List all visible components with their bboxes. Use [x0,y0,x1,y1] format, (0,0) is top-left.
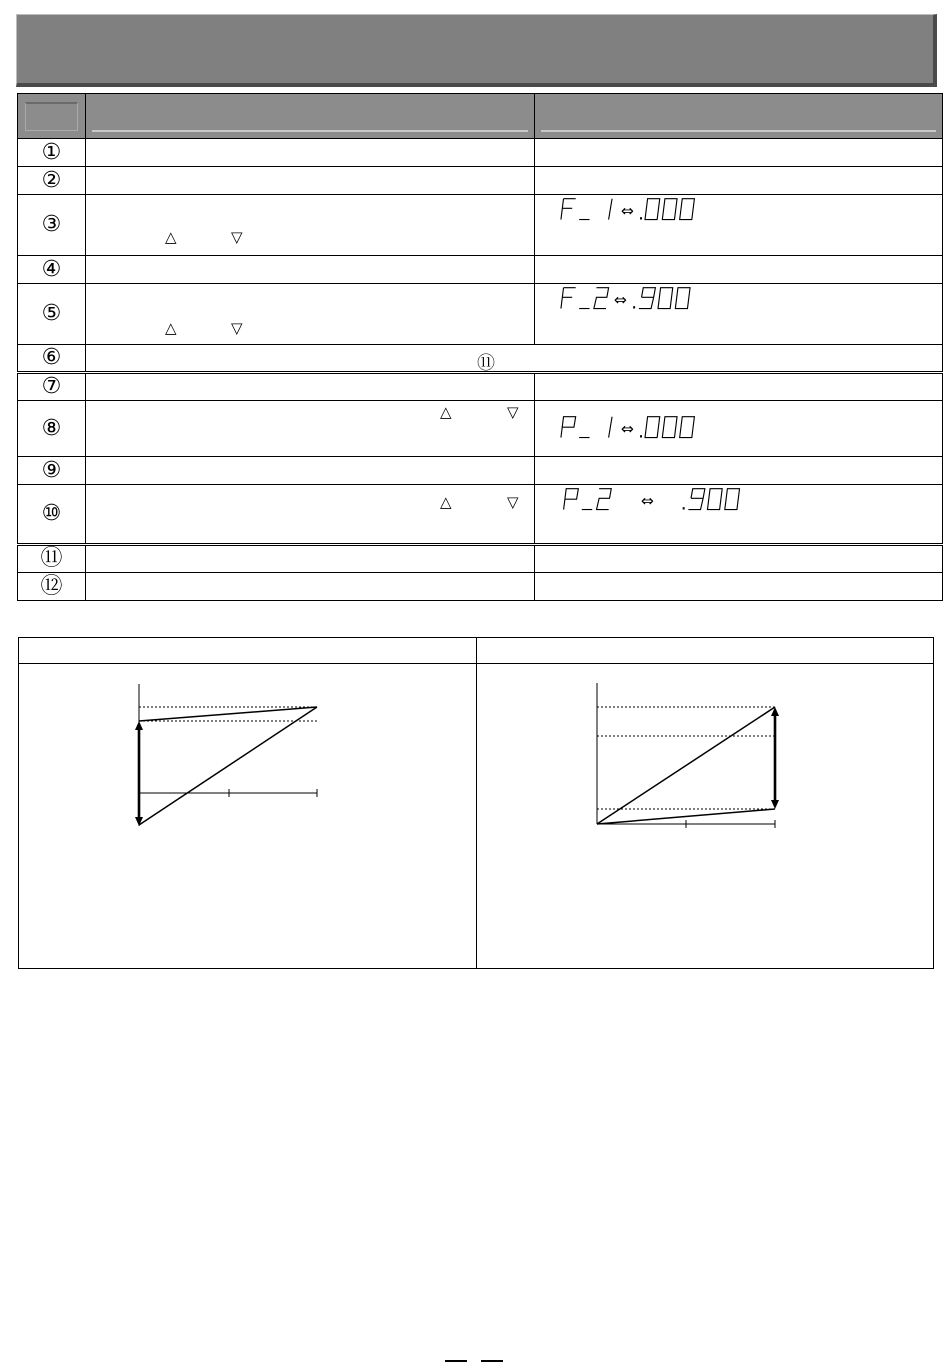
page-number-dash [445,1360,467,1362]
table-row [18,573,943,601]
step-display [535,573,943,601]
step-number: ⑫ [18,573,86,601]
page-number-dash [481,1360,503,1362]
left-scaling-diagram [119,678,339,838]
step-operation [86,485,535,545]
table-row [18,457,943,485]
step-number: ① [18,139,86,167]
step-operation-span [86,345,943,373]
swap-icon: ⇔ [613,291,627,310]
step-number: ② [18,167,86,195]
step-display [535,195,943,256]
step-display [535,485,943,545]
table-row [18,545,943,573]
diagram-panel-divider [476,638,477,968]
step-display [535,457,943,485]
table-row [18,167,943,195]
table-row [18,373,943,401]
step-display [535,256,943,284]
step-display [535,139,943,167]
lcd-display-p2 [545,487,785,513]
step-number: ⑩ [18,485,86,545]
step-number: ⑨ [18,457,86,485]
step-operation [86,457,535,485]
swap-icon: ⇔ [640,492,654,511]
step-display [535,545,943,573]
step-operation [86,284,535,345]
step-number: ⑤ [18,284,86,345]
step-operation [86,545,535,573]
table-row [18,345,943,373]
arrow-head-down-icon [135,817,143,826]
step-display [535,373,943,401]
lcd-display-f1 [545,197,745,223]
down-key-icon: ▽ [507,403,519,421]
lcd-value-dot: . [631,291,638,312]
step-number: ⑪ [18,545,86,573]
page-title-banner [16,14,937,87]
step-operation [86,373,535,401]
step-display [535,401,943,457]
up-key-icon: △ [440,403,452,421]
up-key-icon: △ [165,228,177,246]
down-key-icon: ▽ [231,319,243,337]
step-operation [86,139,535,167]
step-number: ⑥ [18,345,86,373]
step-operation [86,401,535,457]
lcd-value-dot: . [680,492,687,513]
scaled-line [139,707,317,721]
swap-icon: ⇔ [620,420,634,439]
table-header-row [18,94,943,139]
header-operation-cell [86,94,535,139]
step-number: ③ [18,195,86,256]
diagram-panel [18,637,934,969]
up-key-icon: △ [440,493,452,511]
lcd-value-dot: . [638,202,645,223]
table-row [18,485,943,545]
step-number: ④ [18,256,86,284]
step-operation [86,256,535,284]
header-step-cell [18,94,86,139]
up-key-icon: △ [165,319,177,337]
lcd-value-dot: . [638,420,645,441]
step-reference: ⑪ [477,353,495,374]
step-number: ⑦ [18,373,86,401]
lcd-display-p1 [545,415,745,441]
header-display-cell [535,94,943,139]
step-operation [86,573,535,601]
lcd-display-f2 [545,286,745,312]
table-row [18,139,943,167]
right-scaling-diagram [579,678,799,838]
table-row [18,284,943,345]
table-row [18,256,943,284]
table-row [18,195,943,256]
step-operation [86,167,535,195]
arrow-head-up-icon [135,721,143,730]
procedure-table [17,93,943,601]
step-number: ⑧ [18,401,86,457]
step-operation [86,195,535,256]
step-display [535,284,943,345]
down-key-icon: ▽ [231,228,243,246]
arrow-head-down-icon [771,800,779,809]
table-row [18,401,943,457]
raw-line [139,707,317,825]
down-key-icon: ▽ [507,493,519,511]
raw-line [597,707,775,824]
step-display [535,167,943,195]
swap-icon: ⇔ [620,202,634,221]
